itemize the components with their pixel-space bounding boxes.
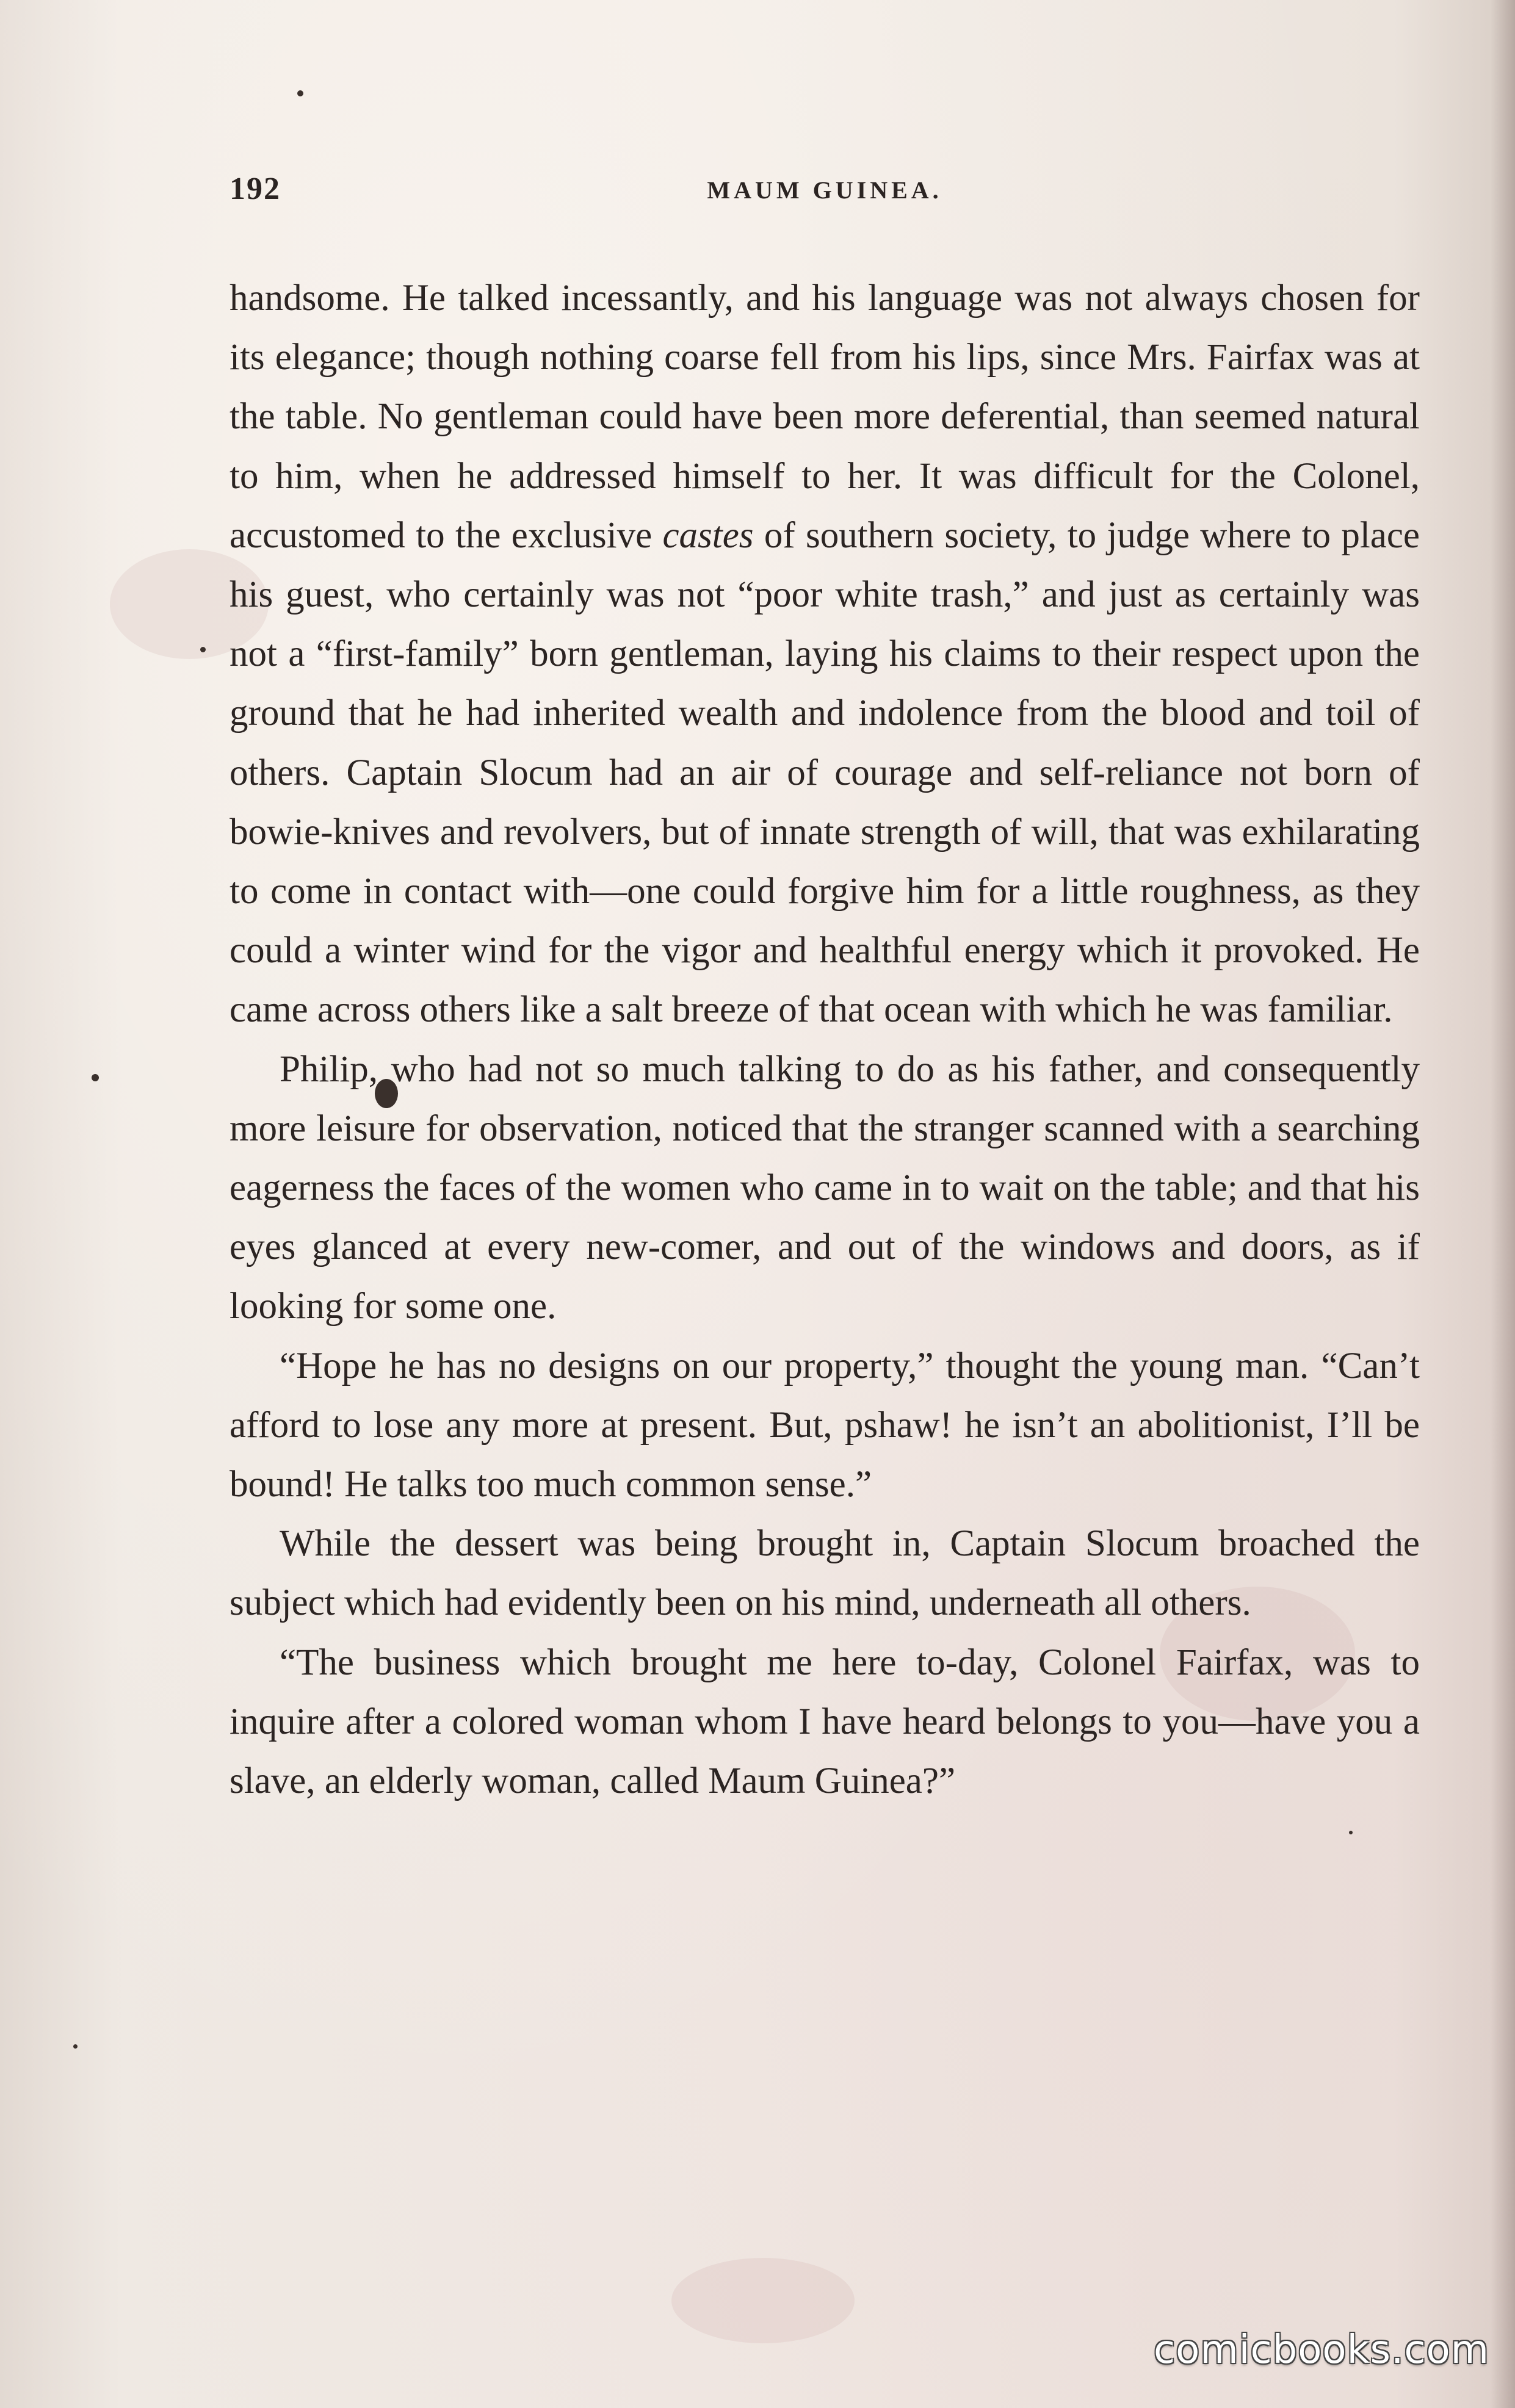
paragraph: “Hope he has no designs on our property,” thought the young man. “Can’t afford to lose any more at present. But, pshaw! he isn’t an abolitionist, I’ll be bound! He talks too much common sense.” [230,1345,1420,1505]
page-header [230,171,1420,220]
ink-speck [200,647,206,652]
paragraph: While the dessert was being brought in, Captain Slocum broached the subject which had evidently been on his mind, underneath all others. [230,1523,1420,1624]
page-number: 192 [230,171,281,206]
italic-word: castes [662,514,754,556]
body-text [230,269,1420,1811]
paper-stain [671,2258,855,2343]
paragraph: Philip, who had not so much talking to do as his father, and consequently more leisure for observation, noticed that the stranger scanned with a searching eagerness the faces of the women who came in to wait on the table; and that his eyes glanced at every new-comer, and out of the windows and doors, as if looking for some one. [230,1048,1420,1327]
watermark: comicbooks.com [1153,2327,1489,2373]
ink-speck [1349,1831,1353,1834]
page-edge-shadow [1491,0,1515,2408]
paragraph: handsome. He talked incessantly, and his language was not always chosen for its elegance; though nothing coarse fell from his lips, since Mrs. Fairfax was at the table. No gentleman could have been more deferential, than seemed natural to him, when he addressed himself to her. It was difficult for the Colonel, accustomed to the exclusive castes of southern society, to judge where to place his guest, who certainly was not “poor white trash,” and just as certainly was not a “first-family” born gentleman, laying his claims to their respect upon the ground that he had inherited wealth and indolence from the blood and toil of others. Captain Slocum had an air of courage and self-reliance not born of bowie-knives and revolvers, but of innate strength of will, that was exhilarating to come in contact with—one could forgive him for a little roughness, as they could a winter wind for the vigor and healthful energy which it provoked. He came across others like a salt breeze of that ocean with which he was familiar. [230,278,1420,1031]
running-title: MAUM GUINEA. [707,176,942,204]
ink-speck [297,90,303,96]
paragraph: “The business which brought me here to-day, Colonel Fairfax, was to inquire after a colored woman whom I have heard belongs to you—have you a slave, an elderly woman, called Maum Guinea?” [230,1642,1420,1802]
ink-speck [73,2044,78,2049]
ink-speck [92,1074,99,1081]
